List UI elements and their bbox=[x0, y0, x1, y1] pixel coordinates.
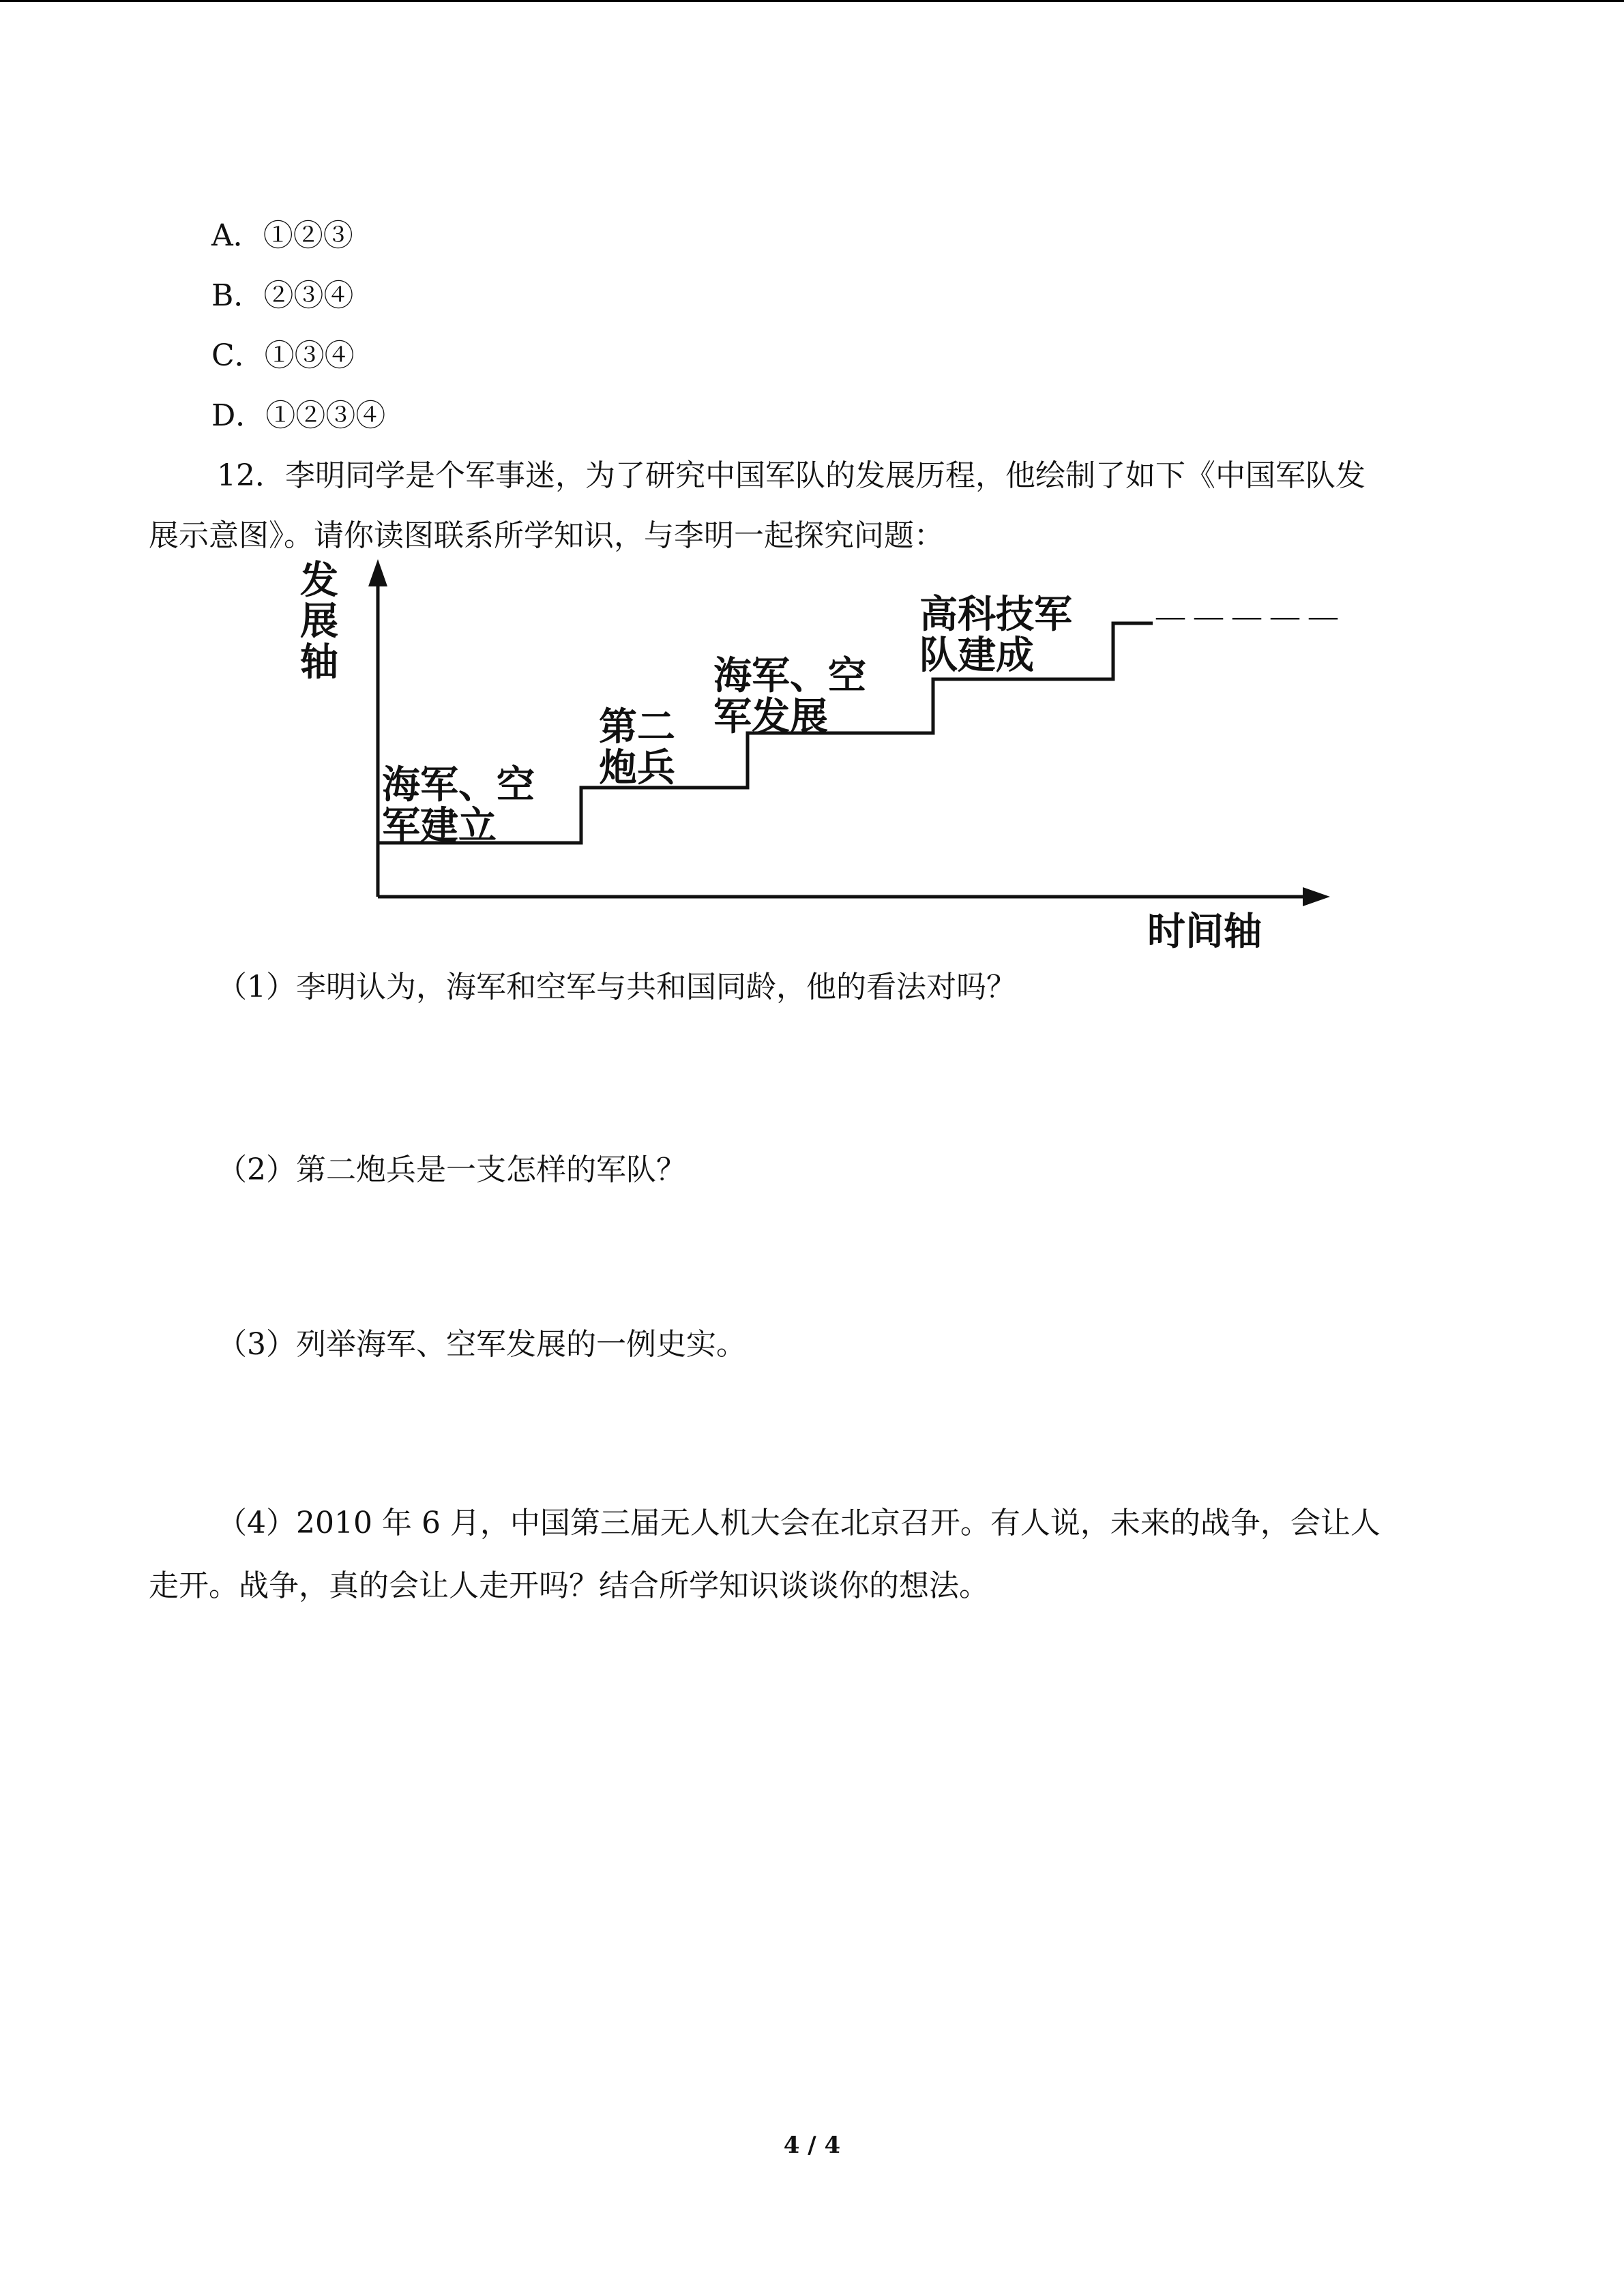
option-a: A．①②③ bbox=[211, 218, 353, 253]
x-axis-label: 时间轴 bbox=[1147, 910, 1262, 954]
step-2-label-line-1: 第二 bbox=[599, 705, 675, 749]
top-border bbox=[0, 0, 1624, 2]
sub-question-1: （1）李明认为，海军和空军与共和国同龄，他的看法对吗？ bbox=[217, 970, 1016, 1004]
step-1-label-line-2: 军建立 bbox=[382, 804, 497, 848]
step-4-label-line-2: 队建成 bbox=[919, 633, 1034, 678]
y-axis-label-char-3: 轴 bbox=[300, 640, 338, 685]
sub-question-4-line-1: （4）2010 年 6 月，中国第三届无人机大会在北京召开。有人说，未来的战争，会让人 bbox=[217, 1506, 1381, 1540]
question-12-line-1: 12．李明同学是个军事迷，为了研究中国军队的发展历程，他绘制了如下《中国军队发 bbox=[217, 458, 1365, 493]
step-3-label-line-2: 军发展 bbox=[713, 695, 828, 739]
page-number: 4 / 4 bbox=[783, 2132, 841, 2159]
step-3-label-line-1: 海军、空 bbox=[713, 654, 866, 698]
step-2-label-line-2: 炮兵 bbox=[599, 746, 675, 790]
continuation-dashes: －－－－－ bbox=[1151, 598, 1342, 642]
sub-question-4-line-2: 走开。战争，真的会让人走开吗？结合所学知识谈谈你的想法。 bbox=[149, 1568, 989, 1603]
option-b: B．②③④ bbox=[211, 278, 354, 313]
x-axis-arrow bbox=[1303, 887, 1330, 906]
step-1-label-line-1: 海军、空 bbox=[382, 763, 535, 807]
y-axis-label-char-1: 发 bbox=[300, 559, 338, 603]
army-development-diagram bbox=[286, 559, 1350, 955]
sub-question-2: （2）第二炮兵是一支怎样的军队？ bbox=[217, 1152, 686, 1187]
option-c: C．①③④ bbox=[211, 338, 355, 373]
question-12-line-2: 展示意图》。请你读图联系所学知识，与李明一起探究问题： bbox=[149, 518, 944, 553]
sub-question-3: （3）列举海军、空军发展的一例史实。 bbox=[217, 1327, 746, 1362]
y-axis-arrow bbox=[368, 559, 387, 586]
option-d: D．①②③④ bbox=[211, 398, 386, 433]
step-4-label-line-1: 高科技军 bbox=[919, 593, 1072, 637]
y-axis-label-char-2: 展 bbox=[300, 599, 338, 644]
